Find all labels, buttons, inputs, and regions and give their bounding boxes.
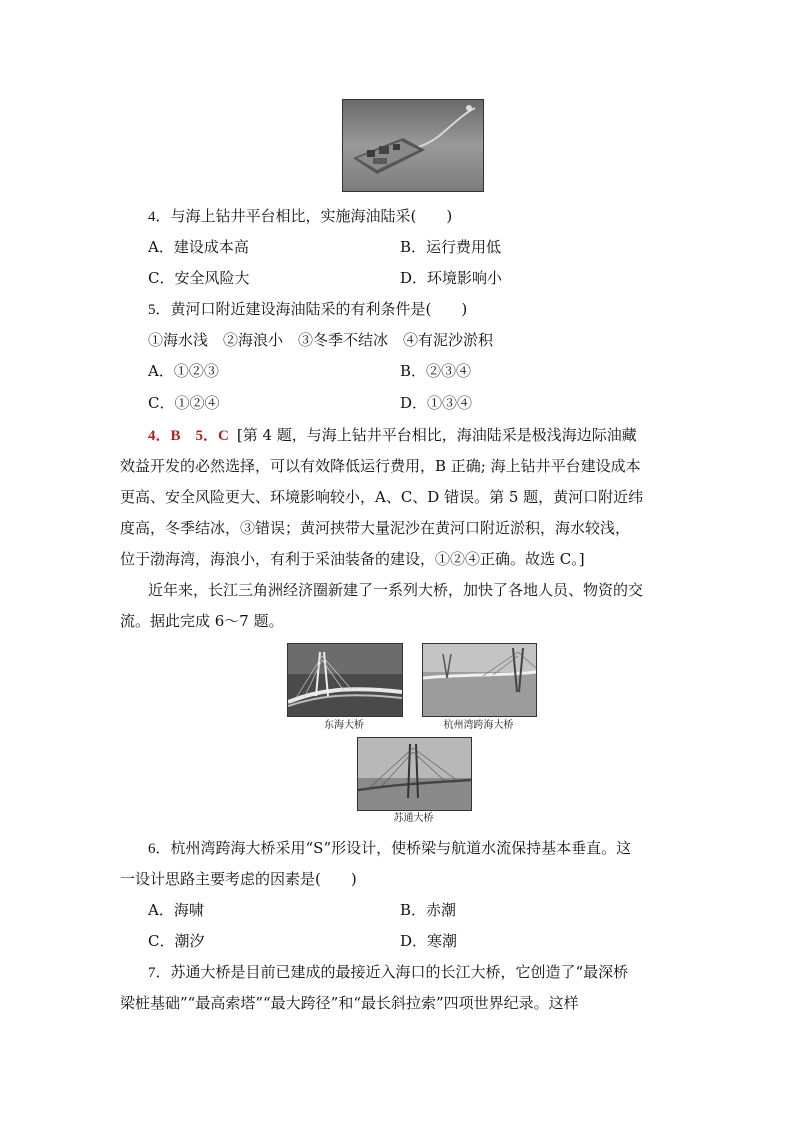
option-c: C．安全风险大 (148, 269, 250, 287)
question-number: 5． (148, 302, 171, 318)
question-6-line-2: 一设计思路主要考虑的因素是( ) (120, 870, 357, 888)
option-b: B．运行费用低 (400, 238, 502, 256)
answer-line-4: 度高，冬季结冰，③错误；黄河挟带大量泥沙在黄河口附近淤积，海水较浅， (120, 519, 631, 537)
answer-line-5: 位于渤海湾，海浪小，有利于采油装备的建设，①②④正确。故选 C。] (120, 550, 585, 568)
hangzhou-bay-bridge-caption: 杭州湾跨海大桥 (443, 720, 514, 731)
question-number: 6． (148, 841, 171, 857)
answer-line-3: 更高、安全风险更大、环境影响较小，A、C、D 错误。第 5 题，黄河口附近纬 (120, 488, 644, 506)
option-a: A．建设成本高 (148, 238, 249, 256)
question-5-conditions: ①海水浅 ②海浪小 ③冬季不结冰 ④有泥沙淤积 (148, 331, 494, 349)
option-a: A．①②③ (148, 362, 219, 380)
hangzhou-bay-bridge-photo (422, 643, 537, 717)
option-a: A．海啸 (148, 901, 204, 919)
question-number: 7． (148, 965, 171, 981)
option-d: D．环境影响小 (400, 269, 503, 287)
option-b: B．②③④ (400, 362, 472, 380)
question-4-stem: 4．与海上钻井平台相比，实施海油陆采( ) (148, 207, 453, 225)
donghai-bridge-caption: 东海大桥 (324, 720, 364, 731)
sutong-bridge-photo (357, 737, 472, 811)
option-b: B．赤潮 (400, 901, 457, 919)
option-d: D．寒潮 (400, 932, 458, 950)
answer-line-1: 4．B 5．C [第 4 题，与海上钻井平台相比，海油陆采是极浅海边际油藏 (148, 426, 637, 444)
question-6-line-1: 6．杭州湾跨海大桥采用“S”形设计，使桥梁与航道水流保持基本垂直。这 (148, 839, 632, 857)
question-7-line-1: 7．苏通大桥是目前已建成的最接近入海口的长江大桥，它创造了“最深桥 (148, 963, 629, 981)
answer-line-2: 效益开发的必然选择，可以有效降低运行费用，B 正确; 海上钻井平台建设成本 (120, 457, 641, 475)
question-number: 4． (148, 209, 171, 225)
intro-line-1: 近年来，长江三角洲经济圈新建了一系列大桥，加快了各地人员、物资的交 (148, 581, 644, 599)
option-c: C．潮汐 (148, 932, 205, 950)
oil-island-photo (342, 99, 484, 192)
option-c: C．①②④ (148, 394, 220, 412)
question-5-stem: 5．黄河口附近建设海油陆采的有利条件是( ) (148, 300, 468, 318)
intro-line-2: 流。据此完成 6～7 题。 (120, 612, 284, 630)
question-7-line-2: 梁桩基础”“最高索塔”“最大跨径”和“最长斜拉索”四项世界纪录。这样 (120, 994, 579, 1012)
donghai-bridge-photo (287, 643, 403, 717)
option-d: D．①③④ (400, 394, 473, 412)
answer-marks: 4．B 5．C (148, 428, 229, 444)
sutong-bridge-caption: 苏通大桥 (393, 813, 434, 824)
